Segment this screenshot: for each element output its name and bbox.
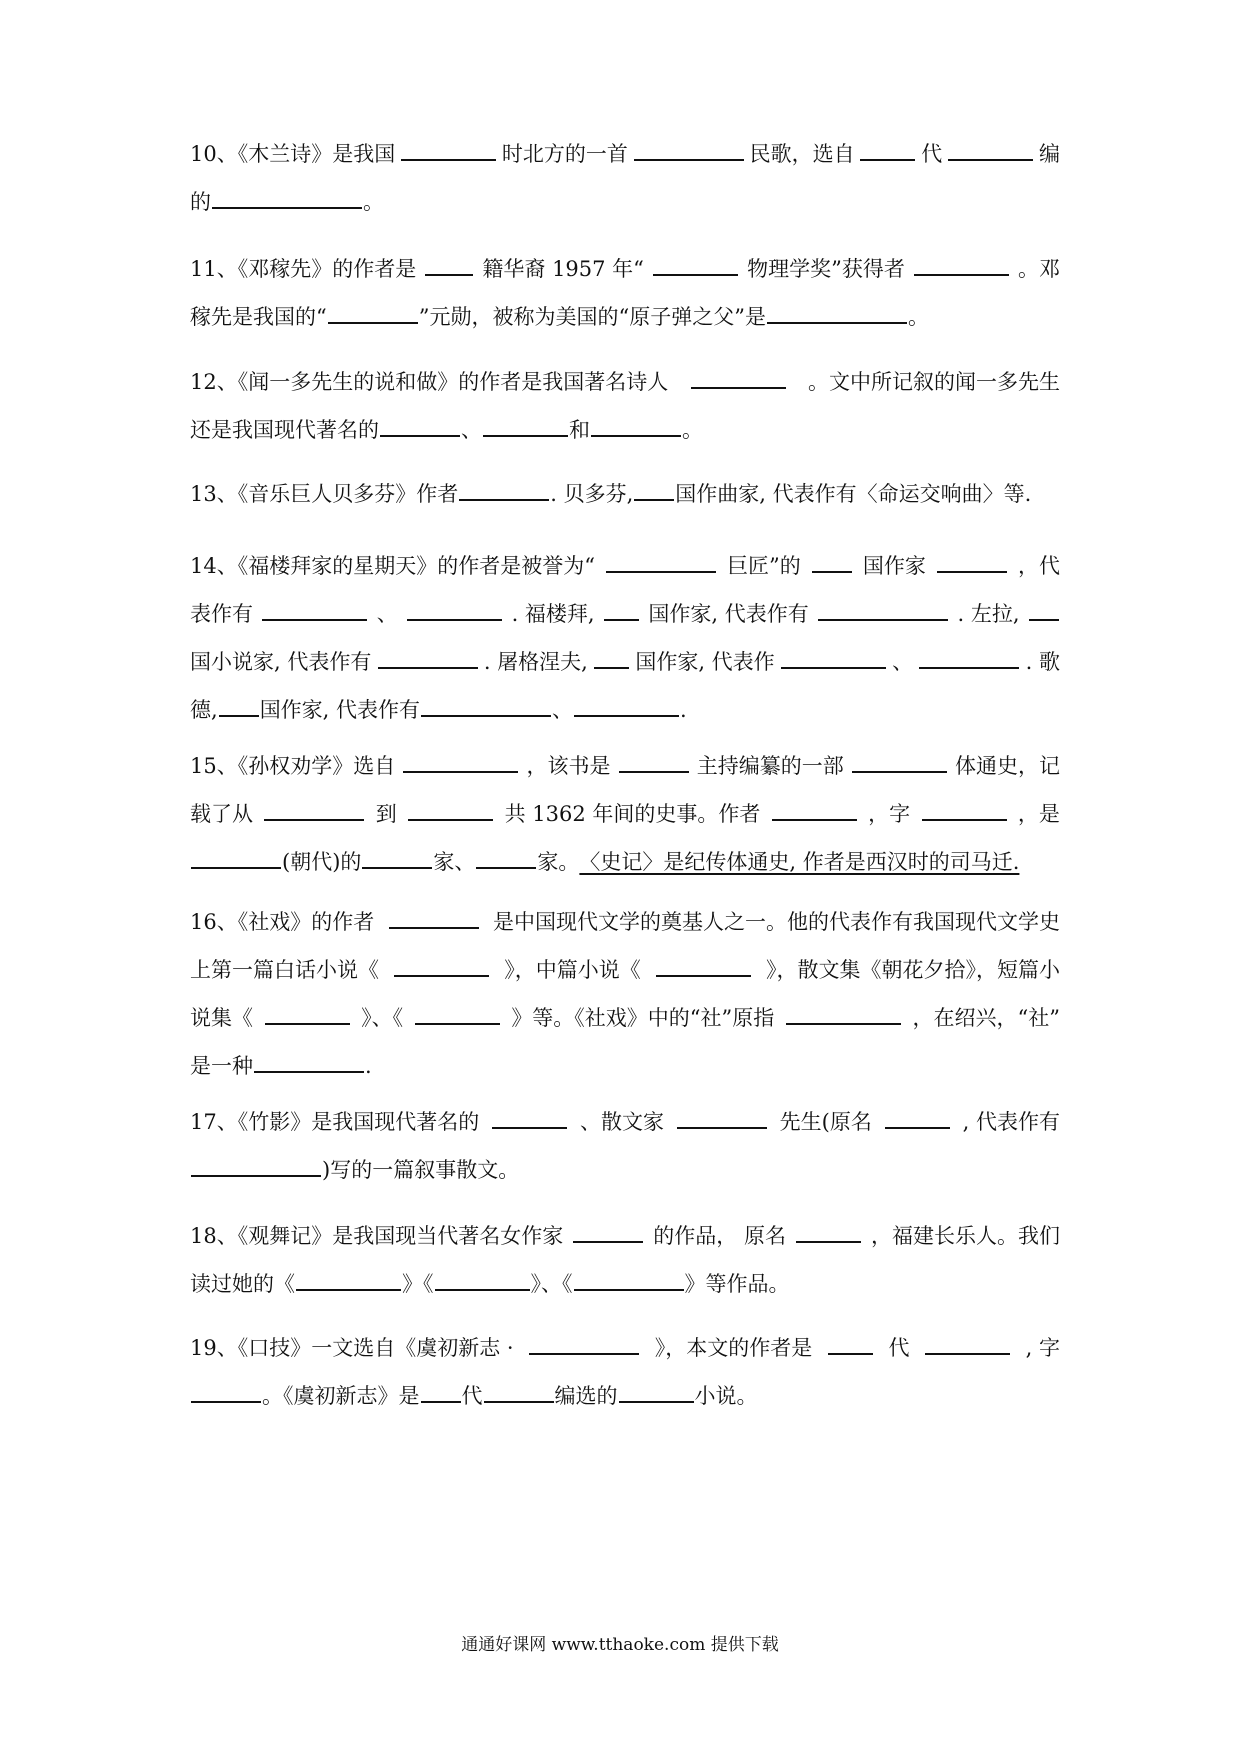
answer-blank[interactable] <box>328 302 418 324</box>
answer-blank[interactable] <box>435 1269 530 1291</box>
page-footer: 通通好课网 www.tthaoke.com 提供下载 <box>461 1635 779 1655</box>
answer-blank[interactable] <box>619 1381 694 1403</box>
question-text: . 贝多芬, <box>550 482 634 506</box>
question-text: 国作家, 代表作有 <box>648 602 809 626</box>
question-text: 国小说家, 代表作有 <box>190 650 372 674</box>
answer-blank[interactable] <box>574 695 679 717</box>
question-line <box>190 898 1060 946</box>
question-text: . 左拉, <box>957 602 1020 626</box>
answer-blank[interactable] <box>262 599 367 621</box>
question-text: 国作家, 代表作有 <box>259 698 421 722</box>
question-text: 》、《 <box>530 1272 573 1296</box>
answer-blank[interactable] <box>421 695 551 717</box>
question-line <box>190 790 1060 838</box>
answer-blank[interactable] <box>191 847 281 869</box>
question-text: ，该书是 <box>526 754 611 778</box>
question-text: 的 <box>190 190 211 214</box>
question-text: 代 <box>888 1336 910 1360</box>
question-text: ，字 <box>868 802 911 826</box>
answer-blank[interactable] <box>691 367 786 389</box>
answer-blank[interactable] <box>296 1269 401 1291</box>
question-text: 》，中篇小说《 <box>504 958 641 982</box>
answer-blank[interactable] <box>812 551 852 573</box>
answer-blank[interactable] <box>407 599 502 621</box>
question-text: 、散文家 <box>579 1110 664 1134</box>
answer-blank[interactable] <box>634 479 674 501</box>
question-line <box>190 293 1060 341</box>
question-line <box>190 994 1060 1042</box>
question-text: 体通史，记 <box>954 754 1060 778</box>
question-text: 编选的 <box>554 1384 618 1408</box>
question-text: 和 <box>569 418 590 442</box>
question-text: 、 <box>461 418 482 442</box>
question-text: 载了从 <box>190 802 253 826</box>
answer-blank[interactable] <box>574 1269 684 1291</box>
question-text: 12、《闻一多先生的说和做》的作者是我国著名诗人 <box>190 370 669 394</box>
question-text: 。文中所记叙的闻一多先生 <box>807 370 1060 394</box>
question-text: 11、《邓稼先》的作者是 <box>190 257 417 281</box>
question-line <box>190 470 1060 518</box>
answer-blank[interactable] <box>852 751 947 773</box>
question-line <box>190 178 1060 226</box>
answer-blank[interactable] <box>394 955 489 977</box>
question-text: ”元勋，被称为美国的“原子弹之父”是 <box>418 305 766 329</box>
answer-blank[interactable] <box>828 1333 873 1355</box>
question-line <box>190 1098 1060 1146</box>
question-text: )写的一篇叙事散文。 <box>322 1158 520 1182</box>
question-text: 德, <box>190 698 218 722</box>
question-text: 。 <box>907 305 929 329</box>
answer-blank[interactable] <box>362 847 432 869</box>
answer-blank[interactable] <box>191 1155 321 1177</box>
question-line <box>190 1260 1060 1308</box>
question-text: 。 <box>682 418 703 442</box>
answer-blank[interactable] <box>212 187 362 209</box>
answer-blank[interactable] <box>796 1221 861 1243</box>
question-text: 说集《 <box>190 1006 253 1030</box>
question-text: 。《虞初新志》是 <box>262 1384 420 1408</box>
question-line <box>190 1146 1060 1194</box>
answer-blank[interactable] <box>492 1107 567 1129</box>
question-text: 19、《口技》一文选自《虞初新志 · <box>190 1336 514 1360</box>
question-text: 是中国现代文学的奠基人之一。他的代表作有我国现代文学史 <box>492 910 1060 934</box>
question-text: 民歌，选自 <box>749 142 855 166</box>
answer-blank[interactable] <box>529 1333 639 1355</box>
question-text: 、 <box>552 698 574 722</box>
question-text: ，代 <box>1018 554 1060 578</box>
answer-blank[interactable] <box>483 415 568 437</box>
question-line <box>190 946 1060 994</box>
question-text: 13、《音乐巨人贝多芬》作者 <box>190 482 459 506</box>
question-line <box>190 838 1060 886</box>
question-12 <box>190 358 1060 454</box>
answer-blank[interactable] <box>591 415 681 437</box>
question-text: 10、《木兰诗》是我国 <box>190 142 396 166</box>
question-line <box>190 1042 1060 1090</box>
question-text: , 代表作有 <box>962 1110 1060 1134</box>
answer-blank[interactable] <box>885 1107 950 1129</box>
question-text: 表作有 <box>190 602 253 626</box>
answer-blank[interactable] <box>619 751 689 773</box>
question-text: 先生(原名 <box>779 1110 872 1134</box>
answer-blank[interactable] <box>677 1107 767 1129</box>
question-text: . 屠格涅夫, <box>483 650 588 674</box>
question-text: 稼先是我国的“ <box>190 305 327 329</box>
question-text: 籍华裔 1957 年“ <box>482 257 644 281</box>
question-text: 》等。《社戏》中的“社”原指 <box>511 1006 775 1030</box>
answer-blank[interactable] <box>767 302 907 324</box>
underlined-note: 〈史记〉是纪传体通史, 作者是西汉时的司马迁. <box>579 850 1020 874</box>
question-line <box>190 742 1060 790</box>
question-line <box>190 1372 1060 1420</box>
question-text: 》，本文的作者是 <box>654 1336 813 1360</box>
question-text: 》等作品。 <box>684 1272 790 1296</box>
answer-blank[interactable] <box>484 1381 554 1403</box>
answer-blank[interactable] <box>378 647 478 669</box>
answer-blank[interactable] <box>594 647 629 669</box>
question-14 <box>190 542 1060 734</box>
question-text: 、 <box>376 602 398 626</box>
question-text: 家、 <box>433 850 476 874</box>
question-15 <box>190 742 1060 886</box>
answer-blank[interactable] <box>389 907 479 929</box>
answer-blank[interactable] <box>476 847 536 869</box>
question-text: 到 <box>375 802 397 826</box>
question-18 <box>190 1212 1060 1308</box>
answer-blank[interactable] <box>653 254 738 276</box>
answer-blank[interactable] <box>786 1003 901 1025</box>
answer-blank[interactable] <box>421 1381 461 1403</box>
question-text: 共 1362 年间的史事。作者 <box>504 802 761 826</box>
question-line <box>190 1212 1060 1260</box>
question-text: 》《 <box>402 1272 434 1296</box>
question-text: (朝代)的 <box>282 850 362 874</box>
answer-blank[interactable] <box>604 599 639 621</box>
question-text: 是一种 <box>190 1054 253 1078</box>
question-text: 时北方的一首 <box>501 142 628 166</box>
question-text: , 字 <box>1025 1336 1060 1360</box>
answer-blank[interactable] <box>219 695 259 717</box>
answer-blank[interactable] <box>254 1051 364 1073</box>
question-text: 读过她的《 <box>190 1272 295 1296</box>
question-text: . <box>365 1054 372 1078</box>
question-text: 上第一篇白话小说《 <box>190 958 379 982</box>
question-17 <box>190 1098 1060 1194</box>
question-19 <box>190 1324 1060 1420</box>
answer-blank[interactable] <box>403 751 518 773</box>
answer-blank[interactable] <box>922 799 1007 821</box>
question-text: 国作家, 代表作 <box>635 650 775 674</box>
answer-blank[interactable] <box>634 139 744 161</box>
answer-blank[interactable] <box>656 955 751 977</box>
question-text: 、 <box>892 650 914 674</box>
question-text: . <box>680 698 687 722</box>
question-text: 16、《社戏》的作者 <box>190 910 375 934</box>
question-16 <box>190 898 1060 1090</box>
question-text: 国作曲家, 代表作有〈命运交响曲〉等. <box>675 482 1032 506</box>
answer-blank[interactable] <box>925 1333 1010 1355</box>
question-line <box>190 590 1060 638</box>
question-text: . 福楼拜, <box>511 602 595 626</box>
question-line <box>190 130 1060 178</box>
question-text: 18、《观舞记》是我国现当代著名女作家 <box>190 1224 564 1248</box>
question-text: 还是我国现代著名的 <box>190 418 379 442</box>
question-text: ，在绍兴，“社” <box>912 1006 1060 1030</box>
answer-blank[interactable] <box>860 139 915 161</box>
question-10 <box>190 130 1060 226</box>
question-line <box>190 406 1060 454</box>
question-line <box>190 358 1060 406</box>
question-text: 代 <box>921 142 943 166</box>
question-text: ，是 <box>1017 802 1060 826</box>
question-11 <box>190 245 1060 341</box>
answer-blank[interactable] <box>415 1003 500 1025</box>
question-text: 的作品， 原名 <box>653 1224 786 1248</box>
question-text: . 歌 <box>1025 650 1060 674</box>
question-text: 国作家 <box>862 554 926 578</box>
question-line <box>190 638 1060 686</box>
answer-blank[interactable] <box>425 254 473 276</box>
question-text: 。邓 <box>1017 257 1060 281</box>
question-text: 17、《竹影》是我国现代著名的 <box>190 1110 480 1134</box>
question-line <box>190 686 1060 734</box>
answer-blank[interactable] <box>573 1221 643 1243</box>
answer-blank[interactable] <box>772 799 857 821</box>
answer-blank[interactable] <box>380 415 460 437</box>
answer-blank[interactable] <box>191 1381 261 1403</box>
answer-blank[interactable] <box>401 139 496 161</box>
question-text: 家。 <box>537 850 580 874</box>
question-text: 小说。 <box>694 1384 758 1408</box>
question-text: 》，散文集《朝花夕拾》，短篇小 <box>766 958 1060 982</box>
question-13 <box>190 470 1060 518</box>
answer-blank[interactable] <box>781 647 886 669</box>
answer-blank[interactable] <box>937 551 1007 573</box>
question-text: 编 <box>1038 142 1060 166</box>
question-line <box>190 1324 1060 1372</box>
answer-blank[interactable] <box>818 599 948 621</box>
question-text: 》、《 <box>361 1006 404 1030</box>
answer-blank[interactable] <box>1029 599 1059 621</box>
answer-blank[interactable] <box>948 139 1033 161</box>
question-text: 主持编纂的一部 <box>696 754 844 778</box>
question-text: 14、《福楼拜家的星期天》的作者是被誉为“ <box>190 554 595 578</box>
answer-blank[interactable] <box>408 799 493 821</box>
answer-blank[interactable] <box>606 551 716 573</box>
question-text: 15、《孙权劝学》选自 <box>190 754 396 778</box>
question-text: 物理学奖”获得者 <box>747 257 905 281</box>
answer-blank[interactable] <box>919 647 1019 669</box>
question-line <box>190 542 1060 590</box>
question-text: 代 <box>461 1384 483 1408</box>
answer-blank[interactable] <box>914 254 1009 276</box>
question-line <box>190 245 1060 293</box>
answer-blank[interactable] <box>459 479 549 501</box>
answer-blank[interactable] <box>264 799 364 821</box>
question-text: 。 <box>363 190 384 214</box>
answer-blank[interactable] <box>265 1003 350 1025</box>
question-text: 巨匠”的 <box>727 554 801 578</box>
question-text: ，福建长乐人。我们 <box>870 1224 1060 1248</box>
